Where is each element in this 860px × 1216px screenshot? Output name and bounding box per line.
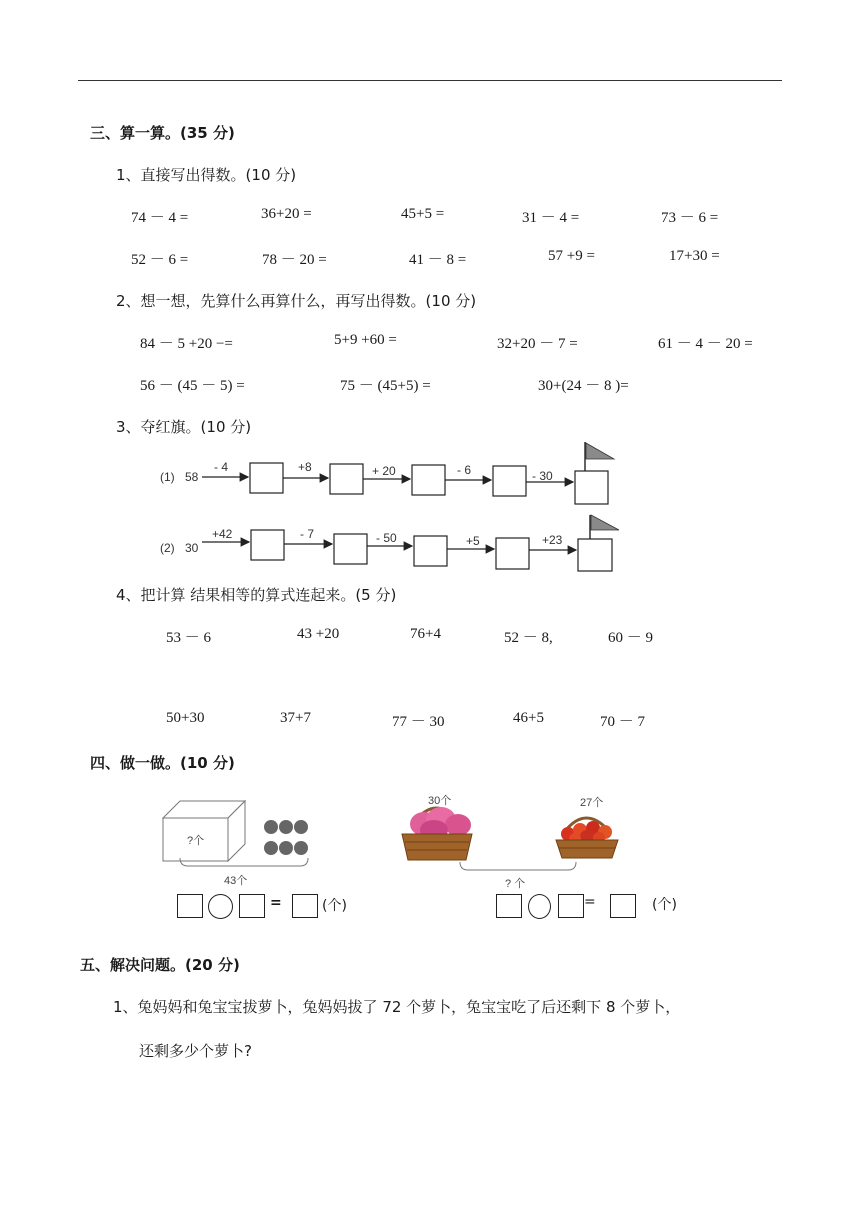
unit-label: (个)	[652, 897, 677, 913]
answer-box[interactable]	[493, 466, 526, 496]
flag-chain-2	[150, 512, 630, 582]
basket2-label: 27个	[580, 797, 604, 809]
box-balls-illustration	[160, 798, 360, 890]
section3-heading: 三、算一算。(35 分)	[90, 124, 235, 142]
q2-title: 2、想一想，先算什么再算什么，再写出得数。(10 分)	[116, 292, 477, 310]
ball-icon	[264, 841, 278, 855]
q1-expression: 52 － 6 =	[131, 252, 189, 268]
match-expression[interactable]: 52 － 8,	[504, 630, 553, 646]
red-flag-icon	[591, 515, 619, 530]
section5-heading: 五、解决问题。(20 分)	[80, 956, 240, 974]
equation-box[interactable]	[239, 894, 265, 918]
q1-expression: 45+5 =	[401, 206, 445, 222]
q4-title: 4、把计算 结果相等的算式连起来。(5 分)	[116, 586, 397, 604]
section4-heading: 四、做一做。(10 分)	[90, 754, 235, 772]
equation-box[interactable]	[177, 894, 203, 918]
ball-icon	[279, 841, 293, 855]
equation-box[interactable]	[558, 894, 584, 918]
equals-sign: =	[584, 894, 596, 910]
ball-icon	[294, 841, 308, 855]
chain1-start: 58	[185, 470, 199, 484]
match-expression[interactable]: 37+7	[280, 710, 311, 726]
q2-expression: 75 － (45+5) =	[340, 378, 431, 394]
q2-expression: 84 － 5 +20 −=	[140, 336, 233, 352]
equals-sign: =	[270, 895, 282, 911]
q1-expression: 17+30 =	[669, 248, 720, 264]
top-rule	[78, 80, 782, 81]
q1-expression: 78 － 20 =	[262, 252, 327, 268]
question-label: ? 个	[505, 878, 526, 890]
answer-box[interactable]	[496, 538, 529, 569]
equation-box[interactable]	[610, 894, 636, 918]
answer-box[interactable]	[412, 465, 445, 495]
ball-icon	[294, 820, 308, 834]
chain1-op: - 6	[457, 463, 472, 477]
answer-box[interactable]	[251, 530, 284, 560]
q1-expression: 36+20 =	[261, 206, 312, 222]
q2-expression: 56 － (45 － 5) =	[140, 378, 245, 394]
match-expression[interactable]: 50+30	[166, 710, 205, 726]
chain1-op: - 30	[532, 469, 553, 483]
operator-circle[interactable]	[208, 894, 233, 919]
unit-label: (个)	[322, 898, 347, 914]
answer-box[interactable]	[578, 539, 612, 571]
brace	[460, 862, 576, 870]
chain2-op: - 50	[376, 531, 397, 545]
total-label: 43个	[224, 875, 248, 887]
chain1-label: (1)	[160, 470, 175, 484]
chain1-op: - 4	[214, 460, 229, 474]
chain1-op: +8	[298, 460, 312, 474]
chain2-op: +5	[466, 534, 480, 548]
basket2-icon	[556, 818, 618, 858]
q1-expression: 41 － 8 =	[409, 252, 467, 268]
q2-expression: 61 － 4 － 20 =	[658, 336, 753, 352]
basket1-label: 30个	[428, 795, 452, 807]
problem-text-line2: 还剩多少个萝卜?	[139, 1042, 252, 1060]
chain2-op: - 7	[300, 527, 315, 541]
match-expression[interactable]: 53 － 6	[166, 630, 212, 646]
q3-title: 3、夺红旗。(10 分)	[116, 418, 252, 436]
flag-chain-1	[150, 438, 630, 508]
ball-icon	[264, 820, 278, 834]
match-expression[interactable]: 60 － 9	[608, 630, 654, 646]
match-expression[interactable]: 46+5	[513, 710, 544, 726]
q2-expression: 32+20 － 7 =	[497, 336, 578, 352]
chain2-label: (2)	[160, 541, 175, 555]
q2-expression: 5+9 +60 =	[334, 332, 397, 348]
q1-title: 1、直接写出得数。(10 分)	[116, 166, 297, 184]
apple-baskets-illustration	[396, 790, 632, 894]
chain2-op: +42	[212, 527, 233, 541]
chain1-op: + 20	[372, 464, 396, 478]
red-flag-icon	[586, 443, 614, 459]
answer-box[interactable]	[250, 463, 283, 493]
match-expression[interactable]: 77 － 30	[392, 714, 445, 730]
answer-box[interactable]	[575, 471, 608, 504]
chain2-start: 30	[185, 541, 199, 555]
match-expression[interactable]: 70 － 7	[600, 714, 646, 730]
match-expression[interactable]: 43 +20	[297, 626, 340, 642]
equation-box[interactable]	[292, 894, 318, 918]
q2-expression: 30+(24 － 8 )=	[538, 378, 629, 394]
problem-text-line1: 1、兔妈妈和兔宝宝拔萝卜，兔妈妈拔了 72 个萝卜，兔宝宝吃了后还剩下 8 个萝卜，	[113, 998, 681, 1016]
ball-icon	[279, 820, 293, 834]
chain2-op: +23	[542, 533, 563, 547]
answer-box[interactable]	[334, 534, 367, 564]
q1-expression: 74 － 4 =	[131, 210, 189, 226]
q1-expression: 57 +9 =	[548, 248, 595, 264]
answer-box[interactable]	[414, 536, 447, 566]
match-expression[interactable]: 76+4	[410, 626, 441, 642]
box-label: ?个	[187, 835, 205, 847]
q1-expression: 31 － 4 =	[522, 210, 580, 226]
equation-box[interactable]	[496, 894, 522, 918]
operator-circle[interactable]	[528, 894, 551, 919]
q1-expression: 73 － 6 =	[661, 210, 719, 226]
answer-box[interactable]	[330, 464, 363, 494]
basket1-icon	[402, 807, 472, 860]
